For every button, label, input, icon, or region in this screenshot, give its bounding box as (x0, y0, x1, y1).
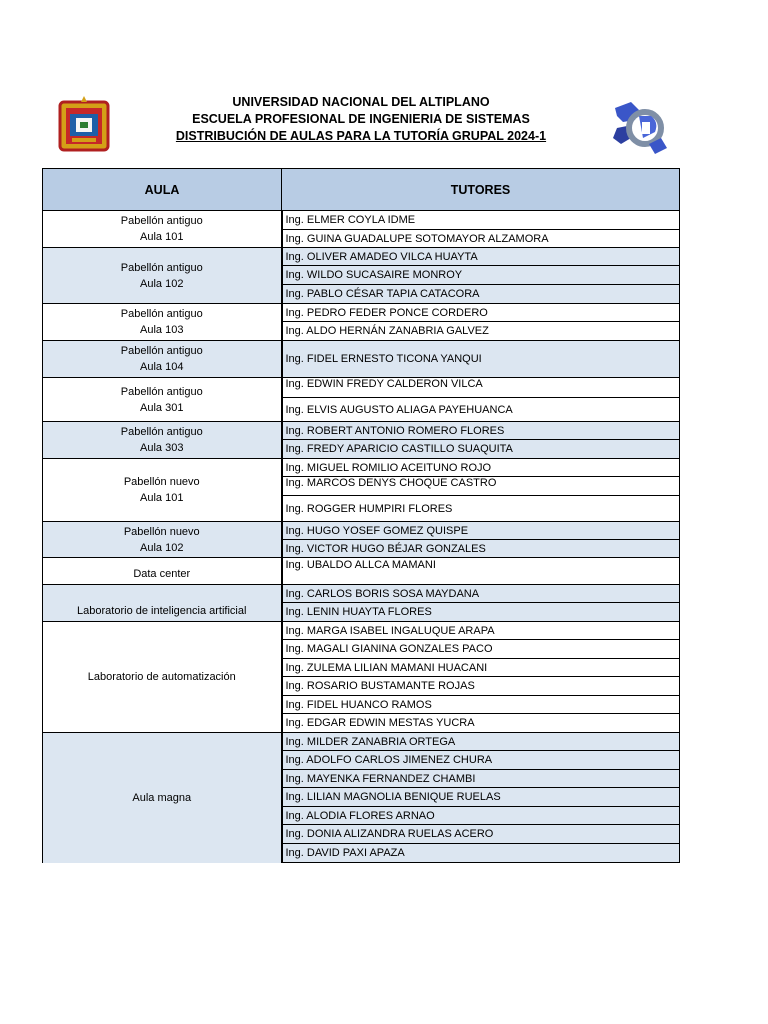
aula-cell (43, 378, 282, 422)
table-row (43, 733, 680, 751)
aula-building: Pabellón antiguo (120, 308, 203, 320)
table-row (43, 341, 680, 378)
table-row (43, 248, 680, 266)
table-row (43, 622, 680, 640)
tutor-cell: Ing. ELMER COYLA IDME (282, 211, 680, 230)
aula-cell (43, 341, 282, 378)
document-header (0, 94, 722, 145)
tutor-cell: Ing. OLIVER AMADEO VILCA HUAYTA (282, 248, 680, 266)
aula-room: Aula 103 (140, 324, 184, 336)
table-row (43, 378, 680, 398)
aula-building: Pabellón antiguo (120, 385, 203, 398)
aula-room: Aula 303 (140, 442, 184, 454)
tutor-cell: Ing. CARLOS BORIS SOSA MAYDANA (282, 585, 680, 603)
tutor-cell: Ing. FIDEL HUANCO RAMOS (282, 696, 680, 714)
tutor-cell: Ing. FREDY APARICIO CASTILLO SUAQUITA (282, 440, 680, 459)
table-row (43, 522, 680, 540)
tutor-cell: Ing. DAVID PAXI APAZA (282, 844, 680, 863)
table-row (43, 585, 680, 603)
column-header-tutores: TUTORES (282, 169, 680, 211)
column-header-aula: AULA (43, 169, 282, 211)
school-title: ESCUELA PROFESIONAL DE INGENIERIA DE SISTEMAS (192, 112, 530, 126)
table-row (43, 304, 680, 322)
aula-name: Aula magna (132, 791, 192, 804)
aula-cell (43, 211, 282, 248)
aula-cell (43, 459, 282, 522)
tutor-cell: Ing. PABLO CÉSAR TAPIA CATACORA (282, 285, 680, 304)
tutor-cell: Ing. MARCOS DENYS CHOQUE CASTRO (282, 477, 680, 496)
aula-cell (43, 304, 282, 341)
tutor-cell: Ing. ALODIA FLORES ARNAO (282, 807, 680, 825)
tutor-cell: Ing. EDGAR EDWIN MESTAS YUCRA (282, 714, 680, 733)
aula-room: Aula 102 (140, 541, 184, 554)
aula-cell (43, 558, 282, 585)
tutor-cell: Ing. ROGGER HUMPIRI FLORES (282, 496, 680, 522)
tutor-cell: Ing. MARGA ISABEL INGALUQUE ARAPA (282, 622, 680, 640)
aula-building: Pabellón nuevo (123, 476, 200, 488)
aula-room: Aula 102 (140, 277, 184, 290)
aula-room: Aula 101 (140, 231, 184, 243)
tutor-cell: Ing. ADOLFO CARLOS JIMENEZ CHURA (282, 751, 680, 770)
tutor-cell: Ing. EDWIN FREDY CALDERON VILCA (282, 378, 680, 398)
tutor-cell: Ing. GUINA GUADALUPE SOTOMAYOR ALZAMORA (282, 230, 680, 248)
document-title: DISTRIBUCIÓN DE AULAS PARA LA TUTORÍA GRUPAL 2024-1 (175, 129, 547, 143)
tutor-cell: Ing. LENIN HUAYTA FLORES (282, 603, 680, 622)
aula-cell (43, 585, 282, 622)
aula-room: Aula 101 (140, 492, 184, 504)
tutor-cell: Ing. PEDRO FEDER PONCE CORDERO (282, 304, 680, 322)
tutor-cell: Ing. HUGO YOSEF GOMEZ QUISPE (282, 522, 680, 540)
aula-building: Pabellón antiguo (120, 261, 203, 274)
tutor-cell: Ing. WILDO SUCASAIRE MONROY (282, 266, 680, 285)
aula-room: Aula 301 (140, 401, 184, 414)
tutor-cell: Ing. LILIAN MAGNOLIA BENIQUE RUELAS (282, 788, 680, 807)
tutor-cell: Ing. ALDO HERNÁN ZANABRIA GALVEZ (282, 322, 680, 341)
tutor-cell: Ing. ROSARIO BUSTAMANTE ROJAS (282, 677, 680, 696)
table-row (43, 211, 680, 230)
table-row (43, 558, 680, 585)
tutor-cell: Ing. UBALDO ALLCA MAMANI (282, 558, 680, 585)
tutor-cell: Ing. MIGUEL ROMILIO ACEITUNO ROJO (282, 459, 680, 477)
aula-building: Pabellón antiguo (120, 345, 203, 357)
tutor-cell: Ing. MAGALI GIANINA GONZALES PACO (282, 640, 680, 659)
tutor-cell: Ing. ELVIS AUGUSTO ALIAGA PAYEHUANCA (282, 398, 680, 422)
table-row (43, 459, 680, 477)
tutor-cell: Ing. VICTOR HUGO BÉJAR GONZALES (282, 540, 680, 558)
aula-name: Laboratorio de automatización (87, 671, 236, 683)
aula-cell (43, 522, 282, 558)
tutor-cell: Ing. ZULEMA LILIAN MAMANI HUACANI (282, 659, 680, 677)
aula-cell (43, 733, 282, 863)
tutor-cell: Ing. DONIA ALIZANDRA RUELAS ACERO (282, 825, 680, 844)
table-body (43, 211, 680, 863)
aula-cell (43, 622, 282, 733)
aula-name: Data center (133, 568, 191, 580)
university-title: UNIVERSIDAD NACIONAL DEL ALTIPLANO (232, 95, 490, 109)
tutor-cell: Ing. MAYENKA FERNANDEZ CHAMBI (282, 770, 680, 788)
tutor-cell: Ing. ROBERT ANTONIO ROMERO FLORES (282, 422, 680, 440)
aula-building: Pabellón antiguo (120, 215, 203, 227)
table-row (43, 422, 680, 440)
aula-building: Pabellón antiguo (120, 426, 203, 438)
tutor-cell: Ing. MILDER ZANABRIA ORTEGA (282, 733, 680, 751)
aula-cell (43, 422, 282, 459)
distribution-table (42, 168, 680, 863)
tutor-cell: Ing. FIDEL ERNESTO TICONA YANQUI (282, 341, 680, 378)
aula-cell (43, 248, 282, 304)
aula-name: Laboratorio de inteligencia artificial (77, 605, 247, 617)
aula-building: Pabellón nuevo (123, 525, 200, 538)
aula-room: Aula 104 (140, 361, 184, 373)
